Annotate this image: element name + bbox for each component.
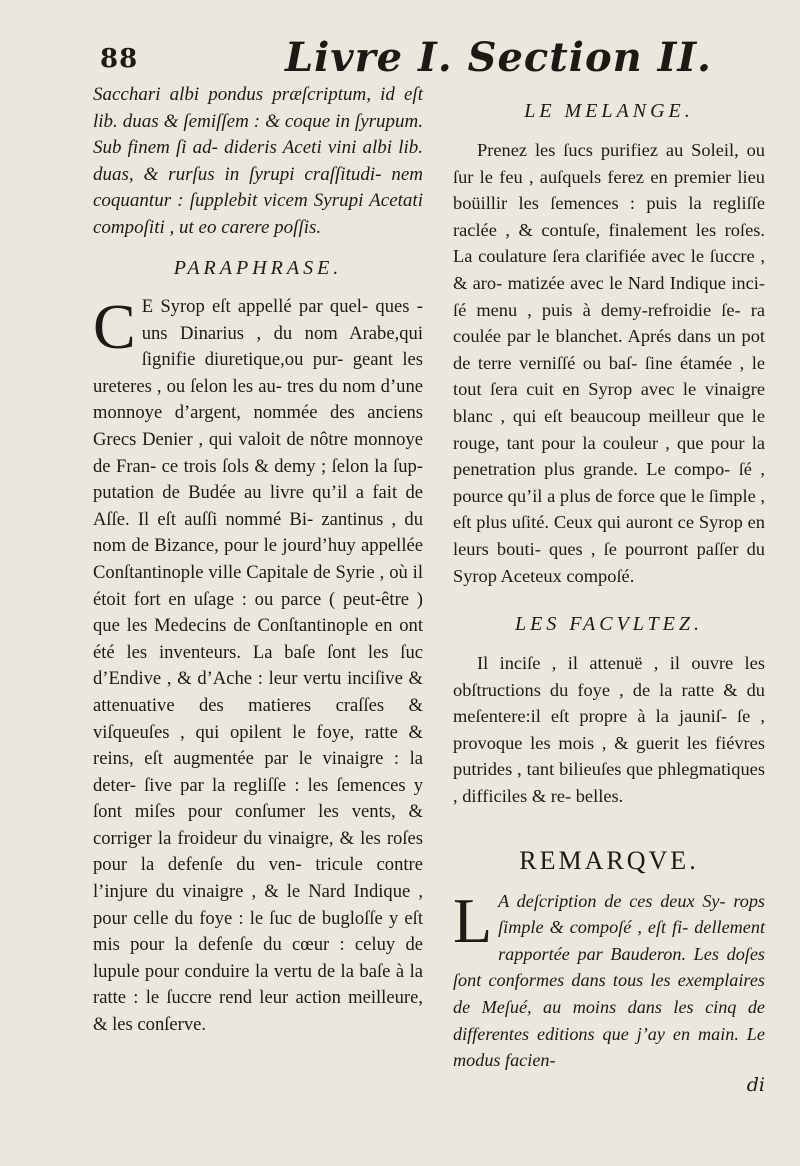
paraphrase-heading: PARAPHRASE.: [173, 257, 343, 279]
paraphrase-drop-cap: C: [93, 291, 136, 362]
left-column: [93, 82, 423, 1039]
page-header: [100, 28, 760, 88]
latin-recipe-text: Sacchari albi pondus præſcriptum, id eſt lib. duas & ſemiſſem : & coque in ſyrupum. Sub finem ſi ad- dideris Aceti vini albi lib. duas, & rurſus in ſyrupi craſſitudi- nem coquantur : ſupplebit vicem Syrupi Acetati compoſiti , ut eo carere poſſis.: [93, 84, 423, 238]
melange-text: Prenez les ſucs purifiez au Soleil, ou ſur le feu , auſquels ferez en premier lieu boüillir les ſemences : puis la regliſſe raclée , & contuſe, finalement les roſes. La coulature ſera clarifiée avec le ſuccre , & aro- matizée avec le Nard Indique inci- ſé menu , puis à demy-refroidie ſe- ra coulée par le blanchet. Aprés dans un pot de terre verniſſé ou baſ- ſine étamée , le tout ſera cuit en Syrop avec le vinaigre blanc , qui eſt beaucoup meilleur que le rouge, tant pour la couleur , que pour la penetration plus grande. Le compo- ſé , pource qu’il a plus de force que le ſimple , eſt plus uſité. Ceux qui auront ce Syrop en leurs bouti- ques , ſe pourront paſſer du Syrop Aceteux compoſé.: [453, 140, 765, 586]
page-number: 88: [100, 44, 139, 74]
remarque-body: [453, 884, 765, 1074]
remarque-drop-cap: L: [453, 884, 493, 956]
remarque-heading: REMARQVE.: [519, 845, 699, 875]
remarque-text: A deſcription de ces deux Sy- rops ſimple & compoſé , eſt fi- dellement rapportée par Bauderon. Les doſes ſont conformes dans tous les exemplaires de Meſué, au moins dans les cinq de differentes editions que j’ay en main. Le modus facien-: [453, 890, 765, 1071]
paraphrase-body: [93, 291, 423, 1039]
running-title: Livre I. Section II.: [285, 34, 712, 81]
melange-heading: LE MELANGE.: [524, 100, 694, 122]
facultez-heading: LES FACVLTEZ.: [515, 613, 703, 636]
right-column: [453, 100, 765, 1115]
catchword: di: [746, 1073, 765, 1096]
facultez-text: Il inciſe , il attenuë , il ouvre les obſtructions du foye , de la ratte & du meſentere:il eſt propre à la jauniſ- ſe , provoque les mois , & guerit les fiévres putrides , tant bilieuſes que phlegmatiques , difficiles & re- belles.: [453, 653, 765, 807]
paraphrase-text: E Syrop eſt appellé par quel- ques - uns Dinarius , du nom Arabe,qui ſignifie diuretique,ou pur- geant les ureteres , ou ſelon les au- tres du nom d’une monnoye d’argent, nommée des anciens Grecs Denier , qui valoit de nôtre monnoye de Fran- ce trois ſols & demy ; ſelon la ſup- putation de Budée au livre qu’il a fait de Aſſe. Il eſt auſſi nommé Bi- zantinus , du nom de Bizance, pour le jourd’huy appellée Conſtantinople ville Capitale de Syrie , où il étoit fort en uſage : ou parce ( peut-être ) que les Medecins de Conſtantinople en ont été les inventeurs. La baſe ſont les ſuc d’Endive , & d’Ache : leur vertu inciſive & attenuative des matieres craſſes & viſqueuſes , qui opilent le foye, ratte & reins, eſt augmentée par le vinaigre : la deter- ſive par la regliſſe : les ſemences y ſont miſes pour conſumer les vents, & corriger la froideur du vinaigre, & les roſes pour la defenſe du ven- tricule contre l’injure du vinaigre , & le Nard Indique , pour celle du foye : le ſuc de bugloſſe y eſt mis pour la defenſe du cœur : celuy de lupule pour conduire la vertu de la baſe à la ratte : le ſuccre rend leur action meilleure, & les conſerve.: [93, 296, 423, 1036]
